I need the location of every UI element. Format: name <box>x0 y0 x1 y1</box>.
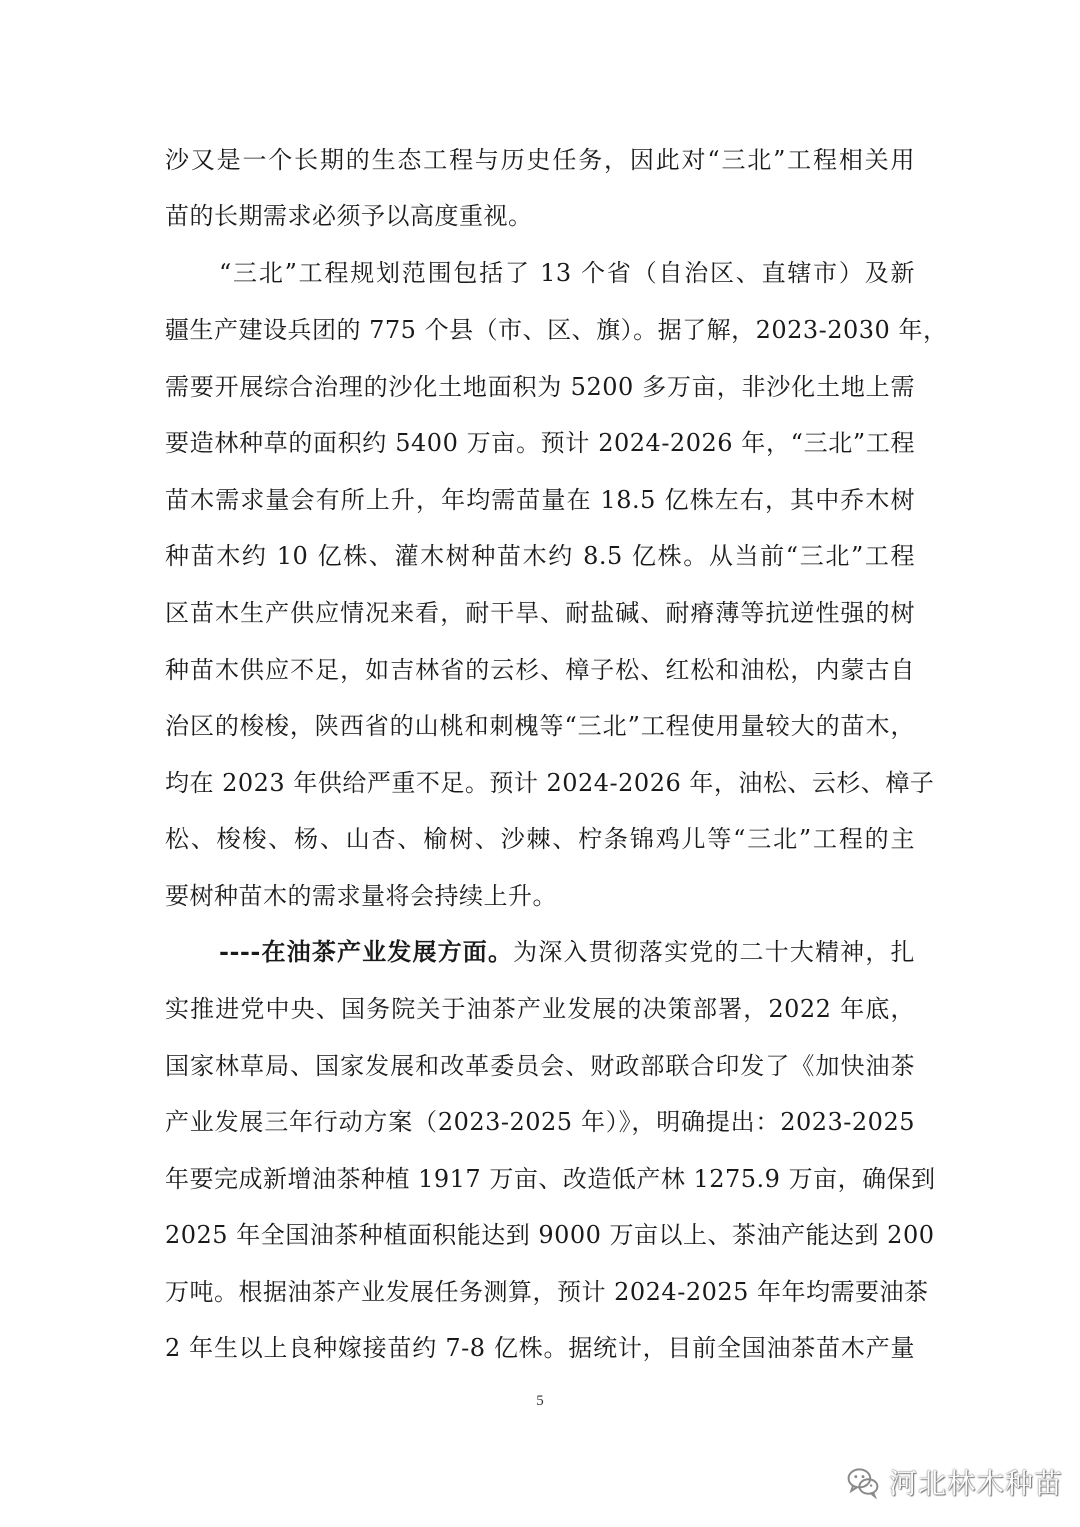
paragraph-start-line <box>219 937 915 967</box>
text-line: 年要完成新增油茶种植 1917 万亩、改造低产林 1275.9 万亩，确保到 <box>165 1165 936 1193</box>
text-line: 松、梭梭、杨、山杏、榆树、沙棘、柠条锦鸡儿等“三北”工程的主 <box>165 825 915 853</box>
text-line: 2 年生以上良种嫁接苗约 7-8 亿株。据统计，目前全国油茶苗木产量 <box>165 1334 915 1362</box>
watermark-text: 河北林木种苗 <box>889 1467 1064 1500</box>
text-line: 国家林草局、国家发展和改革委员会、财政部联合印发了《加快油茶 <box>165 1052 915 1080</box>
text-line: 万吨。根据油茶产业发展任务测算，预计 2024-2025 年年均需要油茶 <box>165 1278 929 1306</box>
text-line: 均在 2023 年供给严重不足。预计 2024-2026 年，油松、云杉、樟子 <box>165 769 935 797</box>
page-number: 5 <box>536 1393 544 1409</box>
text-line: 种苗木约 10 亿株、灌木树种苗木约 8.5 亿株。从当前“三北”工程 <box>165 542 915 570</box>
text-line: 实推进党中央、国务院关于油茶产业发展的决策部署，2022 年底， <box>165 995 915 1023</box>
text-line: 种苗木供应不足，如吉林省的云杉、樟子松、红松和油松，内蒙古自 <box>165 656 915 684</box>
text-line: 疆生产建设兵团的 775 个县（市、区、旗）。据了解，2023-2030 年， <box>165 316 948 344</box>
text-line: 区苗木生产供应情况来看，耐干旱、耐盐碱、耐瘠薄等抗逆性强的树 <box>165 599 915 627</box>
text-line: 苗的长期需求必须予以高度重视。 <box>165 202 533 230</box>
text-line: 产业发展三年行动方案（2023-2025 年）》，明确提出：2023-2025 <box>165 1108 915 1136</box>
watermark <box>845 1460 1063 1504</box>
text-line: 要树种苗木的需求量将会持续上升。 <box>165 882 557 910</box>
text-line: 治区的梭梭，陕西省的山桃和刺槐等“三北”工程使用量较大的苗木， <box>165 712 915 740</box>
paragraph-start-line: “三北”工程规划范围包括了 13 个省（自治区、直辖市）及新 <box>219 259 915 287</box>
text-line: 沙又是一个长期的生态工程与历史任务，因此对“三北”工程相关用 <box>165 146 915 174</box>
text-line: 2025 年全国油茶种植面积能达到 9000 万亩以上、茶油产能达到 200 <box>165 1221 935 1249</box>
text-run: 为深入贯彻落实党的二十大精神，扎 <box>513 938 916 966</box>
section-heading: ----在油茶产业发展方面。 <box>219 937 514 966</box>
text-line: 苗木需求量会有所上升，年均需苗量在 18.5 亿株左右，其中乔木树 <box>165 486 915 514</box>
text-line: 要造林种草的面积约 5400 万亩。预计 2024-2026 年，“三北”工程 <box>165 429 915 457</box>
wechat-icon <box>845 1464 881 1500</box>
text-line: 需要开展综合治理的沙化土地面积为 5200 多万亩，非沙化土地上需 <box>165 373 915 401</box>
